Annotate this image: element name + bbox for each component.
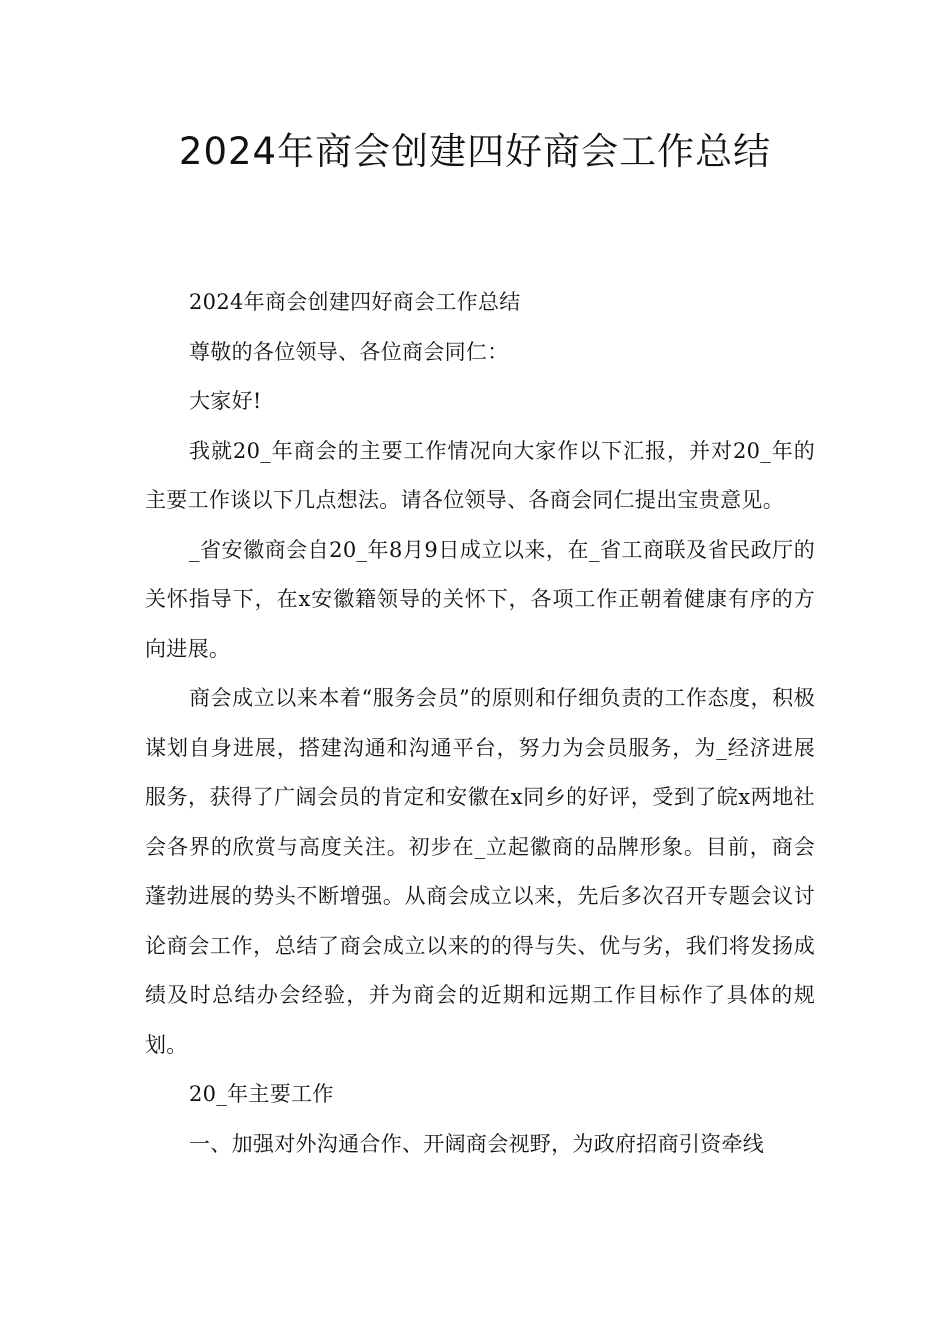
paragraph-achievements: 商会成立以来本着“服务会员”的原则和仔细负责的工作态度，积极谋划自身进展，搭建沟通和沟通平台，努力为会员服务，为_经济进展服务，获得了广阔会员的肯定和安徽在x同乡的好评，受到了皖x两地社会各界的欣赏与高度关注。初步在_立起徽商的品牌形象。目前，商会蓬勃进展的势头不断增强。从商会成立以来，先后多次召开专题会议讨论商会工作，总结了商会成立以来的的得与失、优与劣，我们将发扬成绩及时总结办会经验，并为商会的近期和远期工作目标作了具体的规划。: [145, 686, 815, 1057]
subsection-heading: 一、加强对外沟通合作、开阔商会视野，为政府招商引资牵线: [189, 1131, 765, 1156]
section-heading: 20_年主要工作: [189, 1082, 334, 1106]
paragraph-salutation: 尊敬的各位领导、各位商会同仁：: [189, 339, 509, 364]
paragraph-heading-repeat: 2024年商会创建四好商会工作总结: [189, 290, 521, 314]
paragraph-greeting: 大家好!: [189, 389, 262, 413]
paragraph-intro: 我就20_年商会的主要工作情况向大家作以下汇报，并对20_年的主要工作谈以下几点想法。请各位领导、各商会同仁提出宝贵意见。: [145, 438, 815, 512]
paragraph-founding: _省安徽商会自20_年8月9日成立以来，在_省工商联及省民政厅的关怀指导下，在x安徽籍领导的关怀下，各项工作正朝着健康有序的方向进展。: [145, 537, 815, 661]
document-title: 2024年商会创建四好商会工作总结: [178, 130, 772, 173]
document-body: [145, 278, 815, 1169]
